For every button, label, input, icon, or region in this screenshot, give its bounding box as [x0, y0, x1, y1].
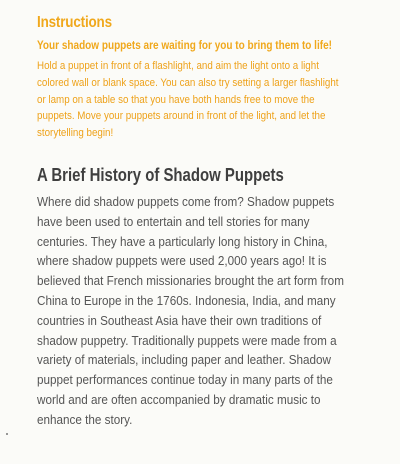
history-line: where shadow puppets were used 2,000 years ago! It is: [37, 253, 327, 269]
history-line: Where did shadow puppets come from? Shadow puppets: [37, 194, 335, 209]
history-line: China to Europe in the 1760s. Indonesia, India, and many: [37, 292, 336, 308]
history-line: variety of materials, including paper and leather. Shadow: [37, 352, 331, 368]
history-line: centuries. They have a particularly long history in China,: [37, 233, 328, 249]
history-line: believed that French missionaries brought the art form from: [37, 273, 344, 289]
history-line: puppet performances continue today in many parts of the: [37, 372, 333, 388]
instructions-line: or lamp on a table so that you have both hands free to move the: [37, 93, 315, 106]
history-line: have been used to entertain and tell stories for many: [37, 213, 310, 229]
history-heading: A Brief History of Shadow Puppets: [37, 165, 284, 185]
instructions-line: colored wall or blank space. You can also try setting a larger flashlight: [37, 76, 339, 89]
history-line: enhance the story.: [37, 411, 133, 427]
print-speck: [6, 433, 8, 435]
instructions-line: puppets. Move your puppets around in front of the light, and let the: [37, 110, 326, 123]
history-line: world and are often accompanied by dramatic music to: [37, 391, 321, 407]
history-line: countries in Southeast Asia have their own traditions of: [37, 312, 322, 328]
instructions-line: Hold a puppet in front of a flashlight, and aim the light onto a light: [37, 60, 319, 72]
history-line: shadow puppetry. Traditionally puppets were made from a: [37, 332, 337, 348]
instructions-body: [37, 58, 376, 142]
instructions-heading: Instructions: [37, 14, 112, 31]
instructions-lead: Your shadow puppets are waiting for you to bring them to life!: [37, 40, 332, 52]
instructions-line: storytelling begin!: [37, 127, 114, 140]
history-body: [37, 192, 378, 430]
